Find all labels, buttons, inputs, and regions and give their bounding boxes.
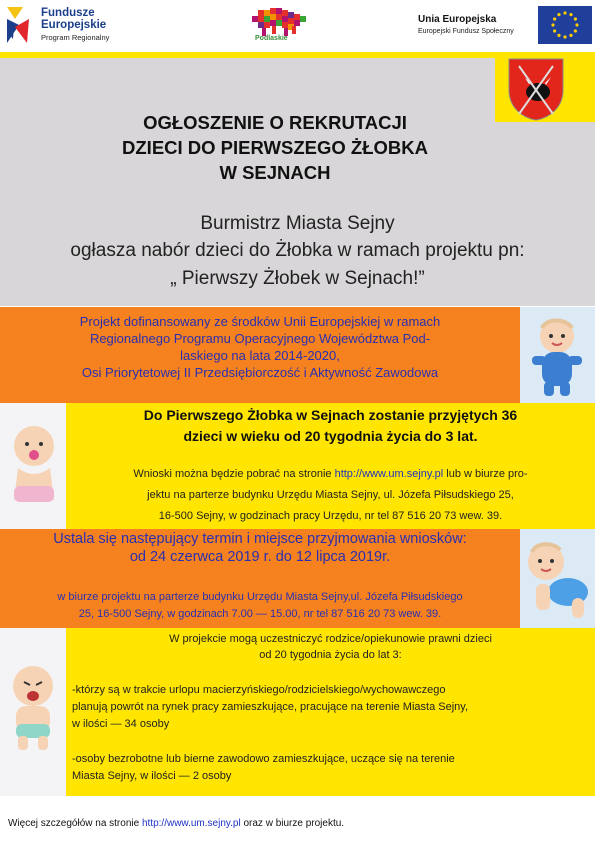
deadline-place-line2: 25, 16-500 Sejny, w godzinach 7.00 — 15.00, nr tel 87 516 20 73 wew. 39. bbox=[78, 608, 442, 620]
forms-line1 bbox=[66, 466, 595, 483]
eligibility-intro-line1: W projekcie mogą uczestniczyć rodzice/opiekunowie prawni dzieci bbox=[169, 633, 492, 645]
fe-logo-line2: Europejskie bbox=[41, 19, 107, 31]
announcement-title-line2: DZIECI DO PIERWSZEGO ŻŁOBKA bbox=[122, 137, 428, 158]
deadline-dates: od 24 czerwca 2019 r. do 12 lipca 2019r. bbox=[129, 549, 391, 565]
eligibility-a-line3: w ilości — 34 osoby bbox=[72, 718, 170, 730]
forms-line2: jektu na parterze budynku Urzędu Miasta Sejny, ul. Józefa Piłsudskiego 25, bbox=[147, 489, 514, 501]
admission-line2: dzieci w wieku od 20 tygodnia życia do 3 lat. bbox=[183, 428, 478, 444]
funding-line4: Osi Priorytetowej II Przedsiębiorczość i Aktywność Zawodowa bbox=[81, 365, 439, 380]
eligibility-intro-line2: od 20 tygodnia życia do lat 3: bbox=[259, 649, 402, 661]
announcement-title-line3: W SEJNACH bbox=[219, 162, 331, 183]
ue-logo-subtitle: Europejski Fundusz Społeczny bbox=[418, 28, 514, 35]
footer bbox=[0, 818, 595, 829]
forms-line1-text-a: Wnioski można będzie pobrać na stronie bbox=[133, 468, 335, 480]
fundusze-europejskie-logo bbox=[5, 5, 155, 45]
ue-logo-title: Unia Europejska bbox=[418, 14, 497, 25]
fe-logo-line1: Fundusze bbox=[41, 7, 95, 19]
website-link[interactable]: http://www.um.sejny.pl bbox=[334, 468, 444, 480]
eu-flag-icon bbox=[538, 6, 592, 44]
intro-line3: „ Pierwszy Żłobek w Sejnach!” bbox=[170, 268, 425, 289]
funding-line2: Regionalnego Programu Operacyjnego Województwa Pod- bbox=[89, 331, 431, 346]
intro-line1: Burmistrz Miasta Sejny bbox=[200, 213, 395, 234]
funding-line3: laskiego na lata 2014-2020, bbox=[180, 348, 340, 363]
footer-website-link[interactable]: http://www.um.sejny.pl bbox=[141, 818, 241, 829]
funding-line1: Projekt dofinansowany ze środków Unii Europejskiej w ramach bbox=[79, 314, 441, 329]
eligibility-a-line2: planują powrót na rynek pracy zamieszkujące, pracujące na terenie Miasta Sejny, bbox=[72, 701, 468, 713]
forms-line1-text-b: lub w biurze pro- bbox=[443, 468, 528, 480]
fe-star-mark-icon bbox=[5, 5, 37, 45]
baby-crying-icon bbox=[2, 660, 64, 752]
sejny-coat-of-arms-icon bbox=[505, 56, 567, 122]
intro-line2: ogłasza nabór dzieci do Żłobka w ramach projektu pn: bbox=[70, 240, 525, 261]
baby-pacifier-icon bbox=[4, 420, 64, 510]
footer-text-a: Więcej szczegółów na stronie bbox=[8, 818, 142, 829]
eligibility-a-line1: -którzy są w trakcie urlopu macierzyńskiego/rodzicielskiego/wychowawczego bbox=[72, 684, 446, 696]
forms-line3: 16-500 Sejny, w godzinach pracy Urzędu, nr tel 87 516 20 73 wew. 39. bbox=[158, 510, 503, 522]
fe-logo-line3: Program Regionalny bbox=[41, 33, 110, 42]
eligibility-b-line2: Miasta Sejny, w ilości — 2 osoby bbox=[72, 770, 232, 782]
baby-crawling-icon bbox=[522, 534, 592, 624]
admission-line1: Do Pierwszego Żłobka w Sejnach zostanie przyjętych 36 bbox=[143, 407, 518, 423]
header-logos bbox=[0, 0, 595, 52]
announcement-title-line1: OGŁOSZENIE O REKRUTACJI bbox=[143, 112, 407, 133]
footer-text-b: oraz w biurze projektu. bbox=[240, 818, 345, 829]
baby-blue-onesie-icon bbox=[522, 312, 592, 402]
podlaskie-label: Podlaskie bbox=[255, 35, 288, 42]
eligibility-b-line1: -osoby bezrobotne lub bierne zawodowo zamieszkujące, uczące się na terenie bbox=[72, 753, 455, 765]
deadline-line1: Ustala się następujący termin i miejsce przyjmowania wniosków: bbox=[53, 531, 467, 547]
deadline-place-line1: w biurze projektu na parterze budynku Urzędu Miasta Sejny,ul. Józefa Piłsudskiego bbox=[57, 591, 463, 603]
